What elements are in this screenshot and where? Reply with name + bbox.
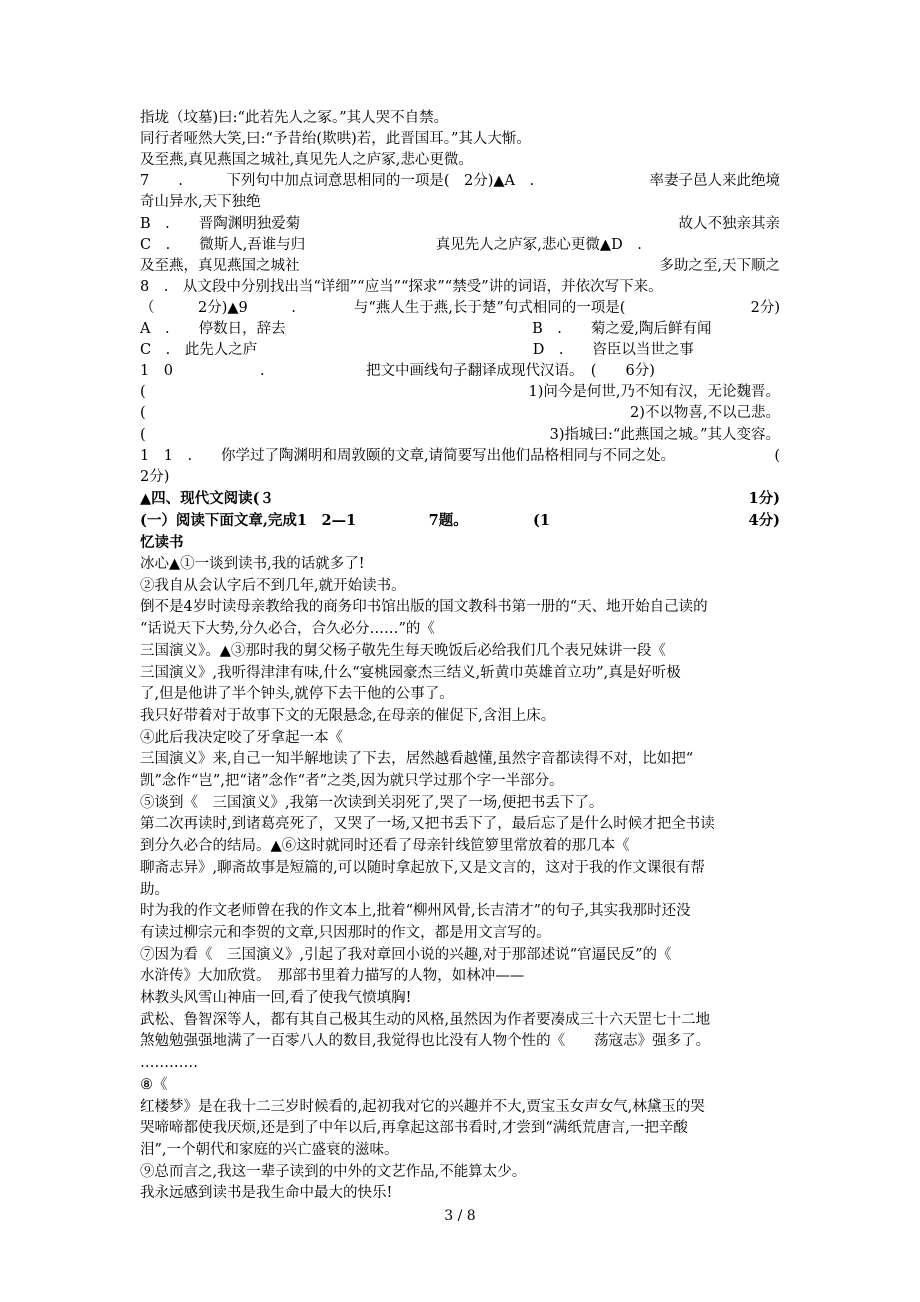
- article-paragraph-line: ⑧《: [140, 1076, 168, 1093]
- line-right-text: 2分): [750, 299, 780, 316]
- article-paragraph-line: 冰心▲①一谈到读书,我的话就多了!: [140, 556, 365, 572]
- question-line: [140, 192, 780, 213]
- article-paragraph-line: 我永远感到读书是我生命中最大的快乐!: [140, 1185, 393, 1202]
- article-paragraph-line: 时为我的作文老师曾在我的作文本上,批着“柳州风骨,长吉清才”的句子,其实我那时还没: [140, 903, 691, 920]
- article-paragraph-line: “话说天下大势,分久必合，合久必分……”的《: [140, 621, 435, 638]
- line-text: (: [140, 384, 146, 401]
- article-paragraph-line: 林教头风雪山神庙一回,看了使我气愤填胸!: [140, 990, 412, 1006]
- subsection-heading: [140, 510, 780, 531]
- line-text: 同行者哑然大笑,曰:“予昔绐(欺哄)若，此晋国耳。”其人大惭。: [140, 131, 531, 148]
- line-right-text: 故人不独亲其亲: [678, 215, 780, 232]
- line-text: 7 . 下列句中加点词意思相同的一项是( 2分)▲A .: [140, 173, 535, 190]
- question-line: [140, 171, 780, 192]
- subsection-heading-text: (一）阅读下面文章,完成1 2—1 7题。 (1: [140, 512, 550, 529]
- question-line: [140, 108, 780, 129]
- article-paragraph-line: 有读过柳宗元和李贺的文章,只因那时的作文，都是用文言写的。: [140, 924, 551, 941]
- article-paragraph-line: 三国演义》。▲③那时我的舅父杨子敬先生每天晚饭后必给我们几个表兄妹讲一段《: [140, 642, 666, 659]
- line-text: (: [140, 405, 146, 422]
- line-right-text: 1)问今是何世,乃不知有汉，无论魏晋。: [528, 384, 780, 401]
- question-line: [140, 446, 780, 467]
- line-text: A . 停数日，辞去 B . 菊之爱,陶后鲜有闻: [140, 321, 712, 337]
- line-text: 8 . 从文段中分别找出当“详细”“应当”“探求”“禁受”讲的词语，并依次写下来。: [140, 278, 663, 295]
- line-right-text: 3)指城曰:“此燕国之城。”其人变容。: [549, 426, 780, 443]
- article-paragraph-line: 我只好带着对于故事下文的无限悬念,在母亲的催促下,含泪上床。: [140, 707, 556, 724]
- article-paragraph-line: 凯”念作“岂”,把“诸”念作“者”之类,因为就只学过那个字一半部分。: [140, 773, 564, 789]
- line-text: 及至燕,真见燕国之城社,真见先人之庐冢,悲心更微。: [140, 152, 473, 169]
- line-text: B . 晋陶渊明独爱菊: [140, 215, 301, 232]
- article-paragraph-line: 到分久必合的结局。▲⑥这时就同时还看了母亲针线笸箩里常放着的那几本《: [140, 838, 630, 855]
- article-paragraph-line: 了,但是他讲了半个钟头,就停下去干他的公事了。: [140, 686, 454, 703]
- line-right-text: 多助之至,天下顺之: [659, 257, 780, 274]
- question-line: [140, 277, 780, 298]
- question-line: [140, 425, 780, 446]
- article-paragraph-line: 三国演义》,我听得津津有味,什么“宴桃园豪杰三结义,斩黄巾英雄首立功”,真是好听极: [140, 664, 681, 681]
- article-paragraph-line: 三国演义》来,自己一知半解地读了下去，居然越看越懂,虽然字音都读得不对，比如把“: [140, 751, 694, 768]
- question-line: [140, 340, 780, 361]
- line-right-text: 率妻子邑人来此绝境: [649, 173, 780, 190]
- article-paragraph-line: 泪”,一个朝代和家庭的兴亡盛衰的滋味。: [140, 1141, 399, 1158]
- line-text: 1 0 . 把文中画线句子翻译成现代汉语。 ( 6分): [140, 363, 655, 380]
- line-text: 1 1 . 你学过了陶渊明和周敦颐的文章,请简要写出他们品格相同与不同之处。: [140, 447, 676, 464]
- article-paragraph-line: 煞勉勉强强地满了一百零八人的数目,我觉得也比没有人物个性的《 荡寇志》强多了。: [140, 1033, 711, 1050]
- line-text: C . 此先人之庐 D . 咨臣以当世之事: [140, 342, 694, 359]
- question-line: [140, 319, 780, 340]
- line-text: 奇山异水,天下独绝: [140, 194, 261, 211]
- line-right-text: 2)不以物喜,不以己悲。: [630, 405, 780, 422]
- article-title: 忆读书: [140, 534, 184, 551]
- line-right-text: (: [774, 447, 780, 464]
- section-heading-text: ▲四、现代文阅读(３: [140, 490, 275, 507]
- line-text: 及至燕，真见燕国之城社: [140, 257, 300, 274]
- article-paragraph-line: 武松、鲁智深等人，都有其自己极其生动的风格,虽然因为作者要凑成三十六天罡七十二地: [140, 1011, 711, 1028]
- question-line: [140, 256, 780, 277]
- article-paragraph-line: …………: [140, 1055, 198, 1072]
- article-paragraph-line: 哭啼啼都使我厌烦,还是到了中年以后,再拿起这部书看时,才尝到“满纸荒唐言,一把辛酸: [140, 1120, 688, 1137]
- line-text: C . 微斯人,吾谁与归 真见先人之庐冢,悲心更微▲D .: [140, 236, 642, 253]
- question-line: [140, 150, 780, 171]
- article-paragraph-line: 第二次再读时,到诸葛亮死了，又哭了一场,又把书丢下了，最后忘了是什么时候才把全书读: [140, 816, 715, 833]
- article-paragraph-line: ②我自从会认字后不到几年,就开始读书。: [140, 577, 406, 594]
- article-paragraph-line: 倒不是4岁时读母亲教给我的商务印书馆出版的国文教科书第一册的“天、地开始自己读的: [140, 599, 708, 616]
- line-text: 2分): [140, 468, 170, 485]
- article-paragraph-line: ⑦因为看《 三国演义》,引起了我对章回小说的兴趣,对于那部述说“官逼民反”的《: [140, 946, 672, 963]
- question-line: [140, 361, 780, 382]
- section-heading-score: 1分): [748, 490, 780, 507]
- question-line: [140, 403, 780, 424]
- article-paragraph-line: 红楼梦》是在我十二三岁时候看的,起初我对它的兴趣并不大,贾宝玉女声女气,林黛玉的哭: [140, 1098, 705, 1115]
- question-line: [140, 214, 780, 235]
- article-paragraph-line: 水浒传》大加欣赏。 那部书里着力描写的人物，如林冲——: [140, 968, 525, 985]
- article-paragraph-line: 助。: [140, 881, 169, 898]
- line-text: 指垅（坟墓)曰:“此若先人之冢。”其人哭不自禁。: [140, 110, 449, 126]
- question-line: [140, 129, 780, 150]
- line-text: （ 2分)▲9 . 与“燕人生于燕,长于楚”句式相同的一项是(: [140, 299, 626, 316]
- question-line: [140, 298, 780, 319]
- article-paragraph-line: ⑨总而言之,我这一辈子读到的中外的文艺作品,不能算太少。: [140, 1163, 527, 1180]
- line-text: (: [140, 426, 146, 443]
- article-paragraph-line: ④此后我决定咬了牙拿起一本《: [140, 729, 343, 746]
- question-line: [140, 382, 780, 403]
- subsection-heading-score: 4分): [748, 512, 780, 529]
- article-paragraph-line: ⑤谈到《 三国演义》,我第一次读到关羽死了,哭了一场,便把书丢下了。: [140, 794, 604, 811]
- page-number: 3 / 8: [444, 1208, 476, 1224]
- article-paragraph-line: 聊斋志异》,聊斋故事是短篇的,可以随时拿起放下,又是文言的，这对于我的作文课很有帮: [140, 859, 705, 876]
- question-line: [140, 235, 780, 256]
- section-heading: [140, 488, 780, 509]
- question-line: [140, 467, 780, 488]
